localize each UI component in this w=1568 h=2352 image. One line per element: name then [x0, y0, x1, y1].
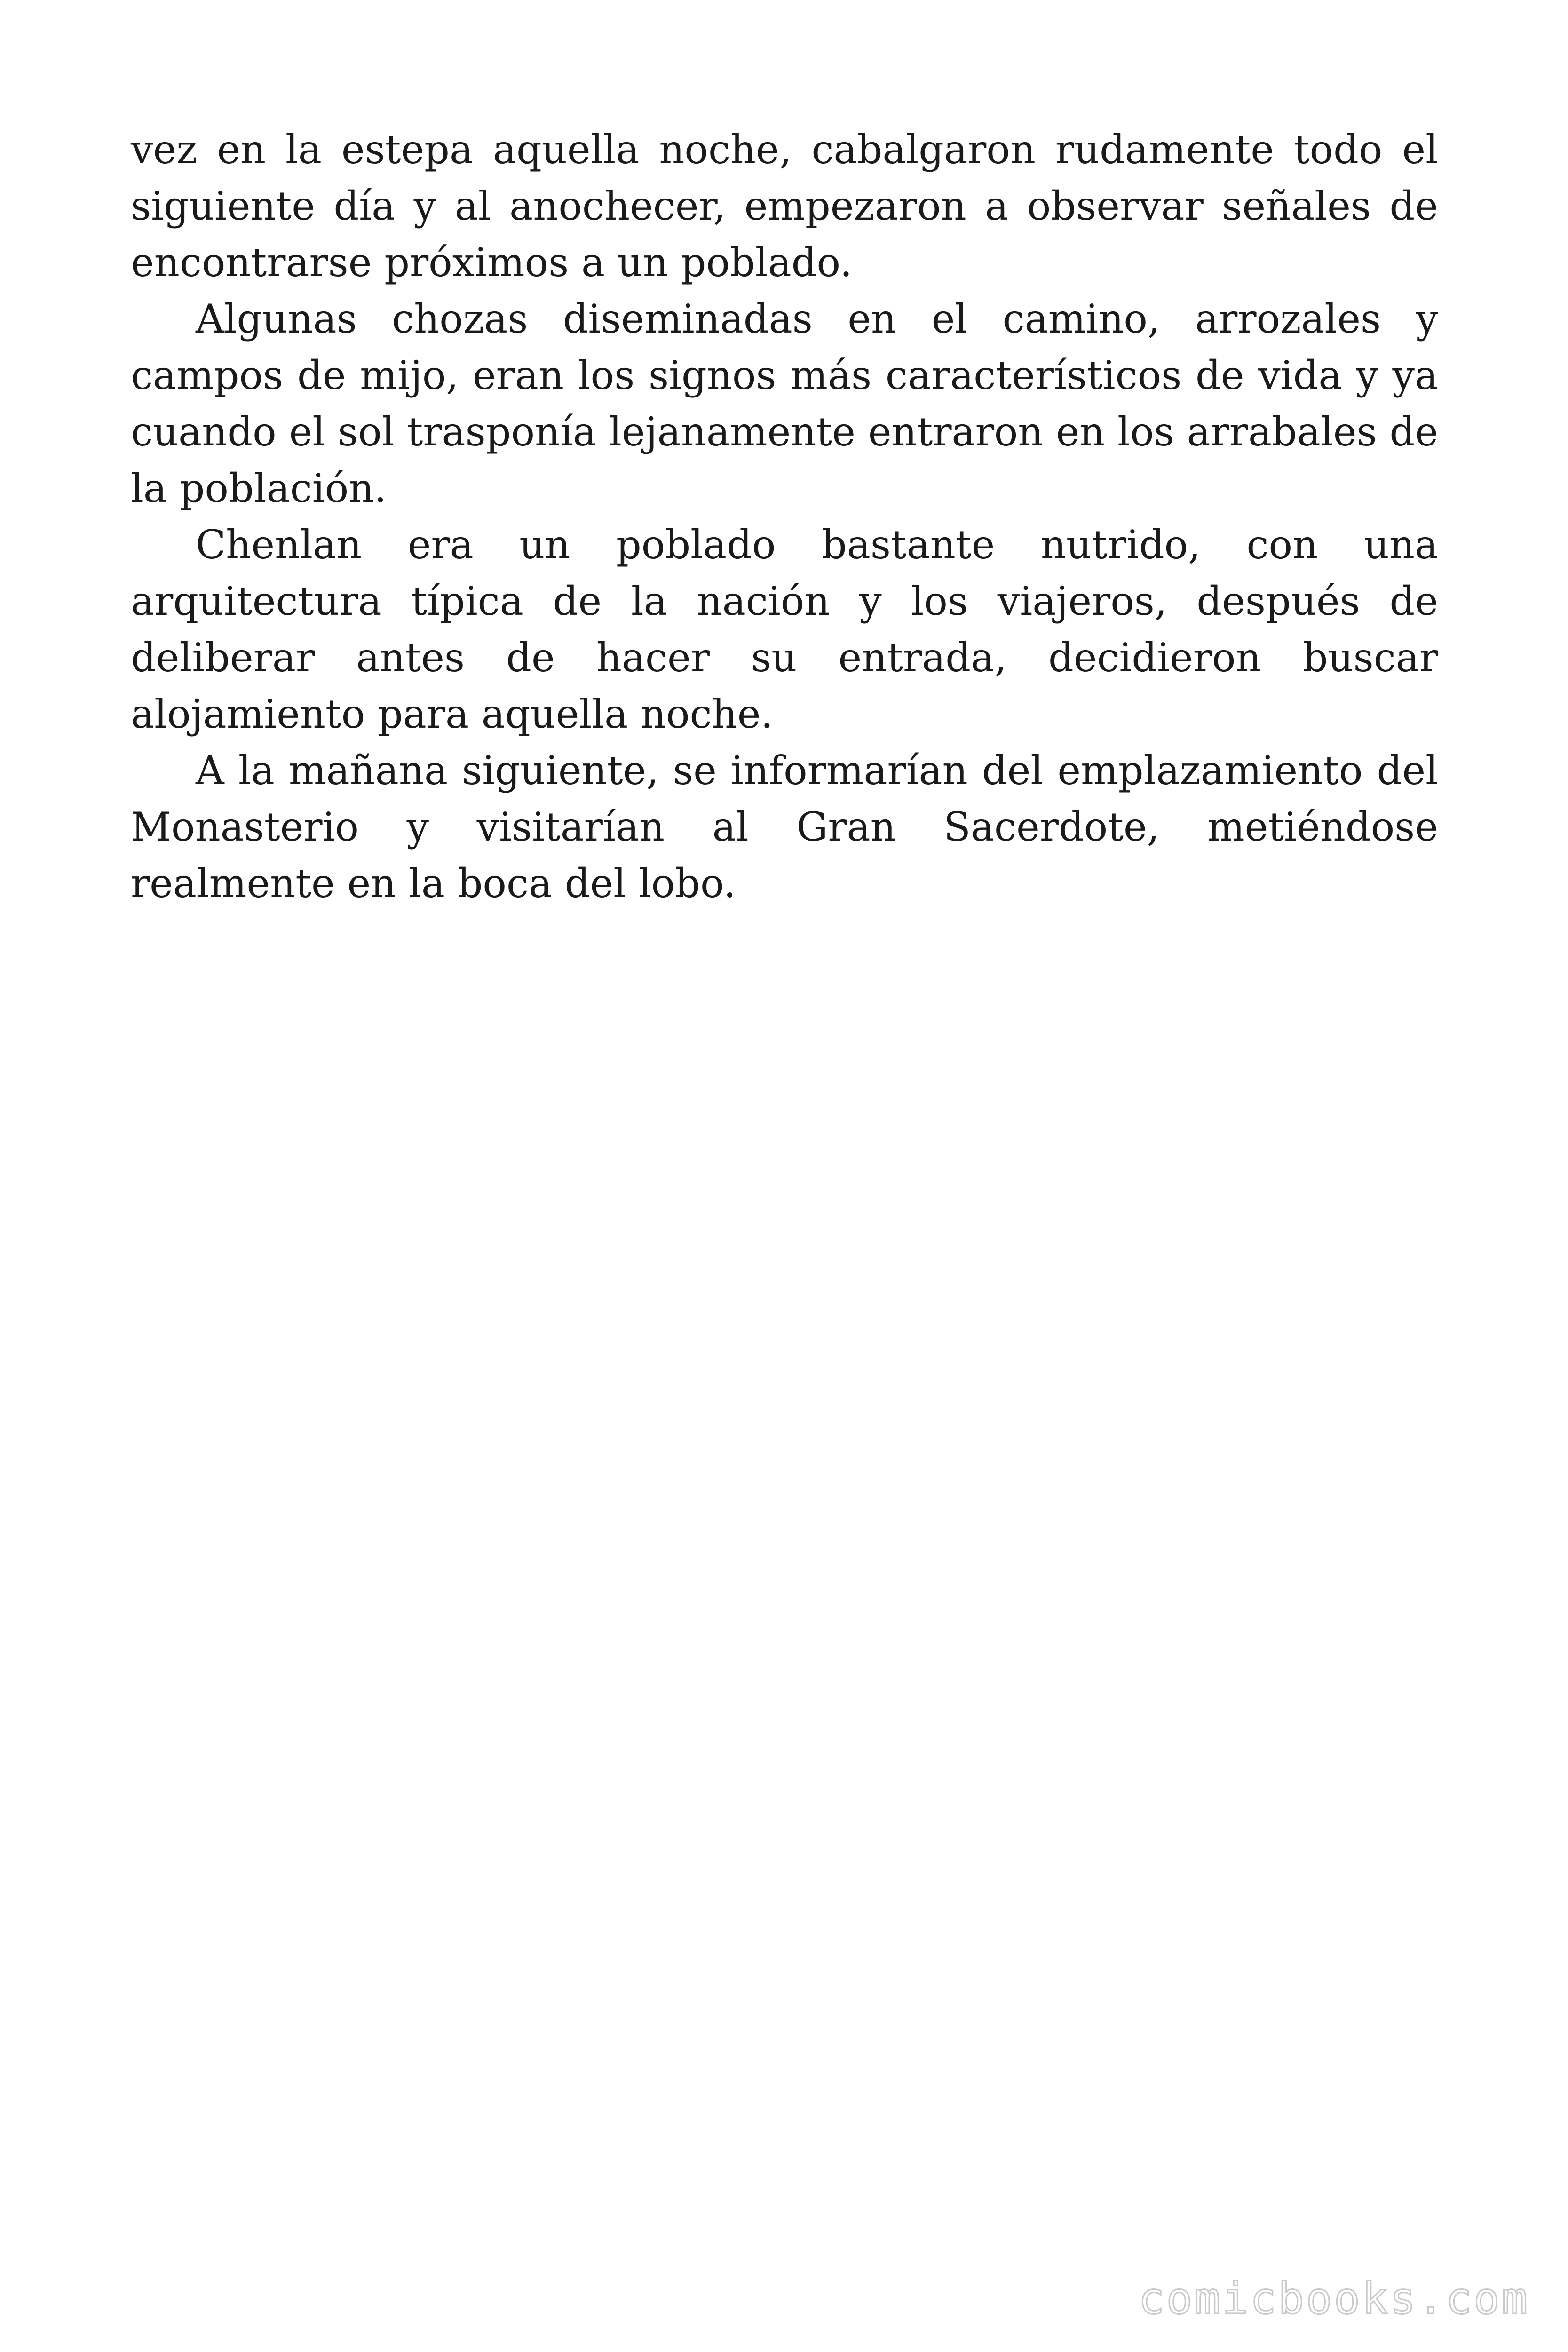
body-text	[131, 121, 1438, 912]
paragraph: Chenlan era un poblado bastante nutrido, con una arquitectura típica de la nación y los viajeros, después de deliberar antes de hacer su entrada, decidieron buscar alojamiento para aquella noche.	[131, 522, 1438, 737]
paragraph: Algunas chozas diseminadas en el camino, arrozales y campos de mijo, eran los signos más característicos de vida y ya cuando el sol trasponía lejanamente entraron en los arrabales de la población.	[131, 296, 1438, 511]
paragraph-continuation: vez en la estepa aquella noche, cabalgaron rudamente todo el siguiente día y al anochecer, empezaron a observar señales de encontrarse próximos a un poblado.	[131, 127, 1438, 286]
paragraph: A la mañana siguiente, se informarían del emplazamiento del Monasterio y visitarían al Gran Sacerdote, metiéndose realmente en la boca del lobo.	[131, 747, 1438, 906]
watermark: comicbooks.com	[1138, 2273, 1529, 2324]
